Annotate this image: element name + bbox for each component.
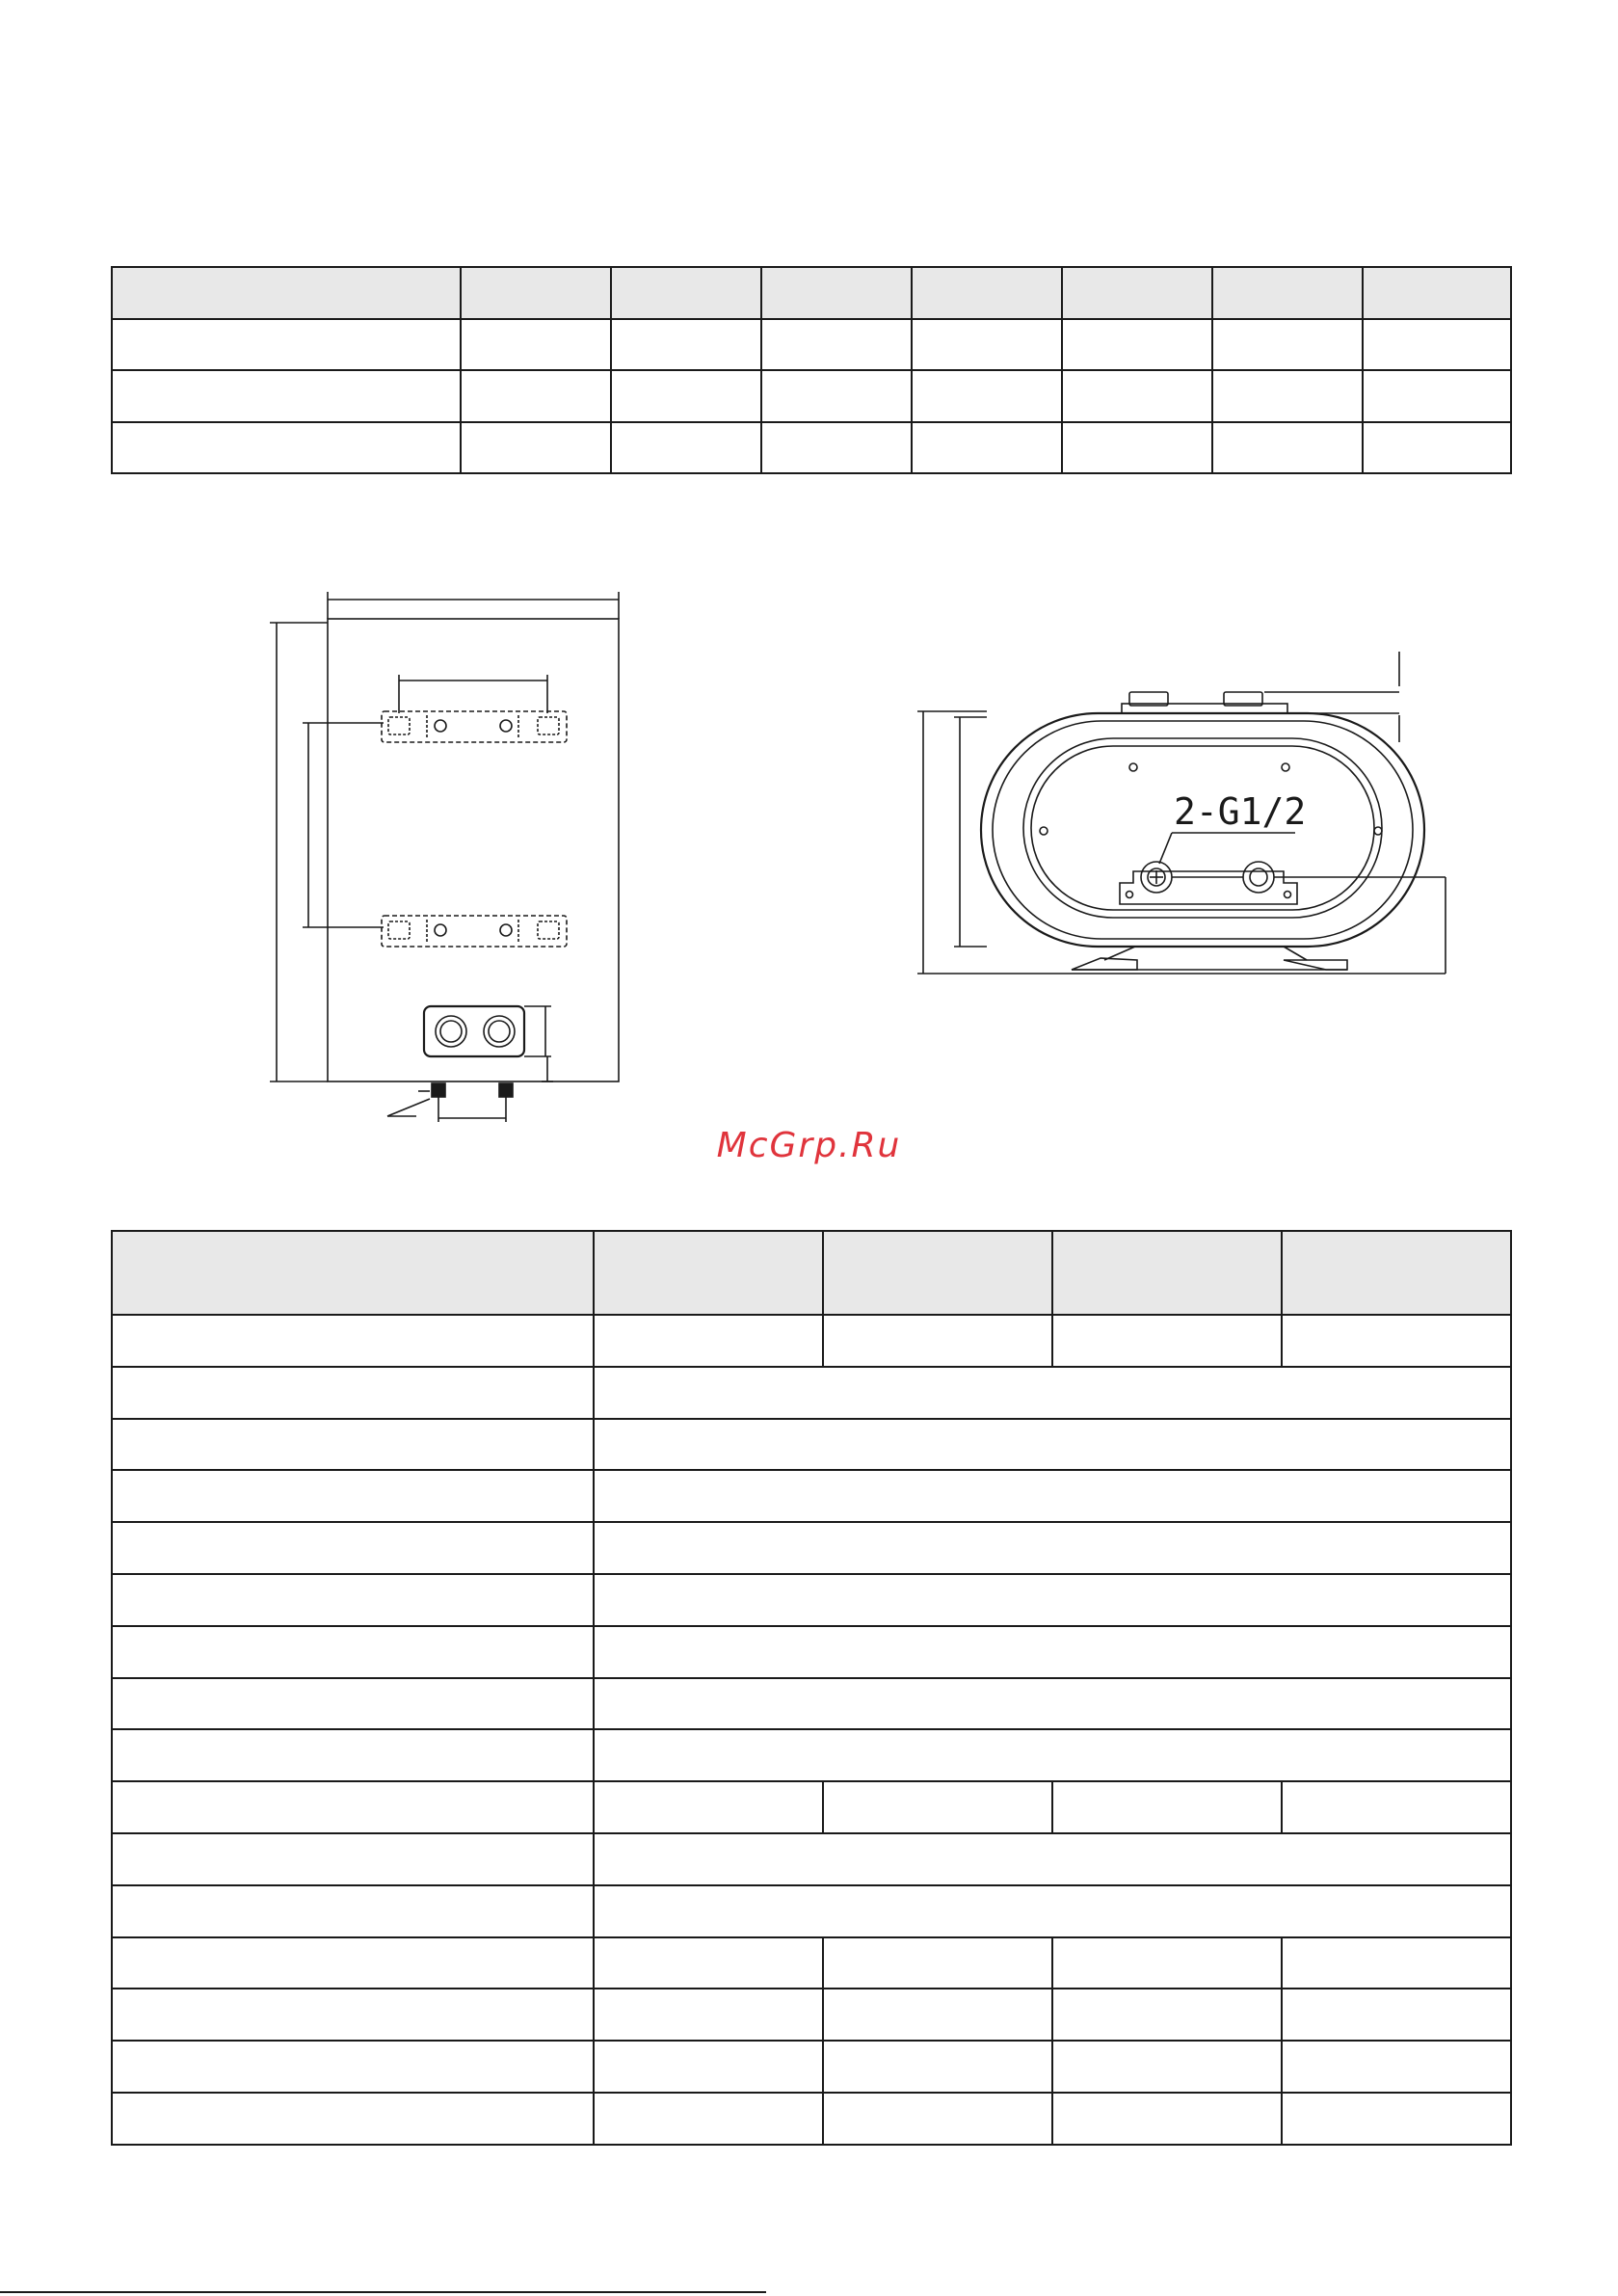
table-row bbox=[112, 1419, 1511, 1471]
table-row bbox=[112, 1781, 1511, 1833]
table-row bbox=[112, 1937, 1511, 1989]
table-row bbox=[112, 1833, 1511, 1885]
table-row bbox=[112, 1470, 1511, 1522]
dimensions-table bbox=[111, 266, 1512, 474]
table-row bbox=[112, 1678, 1511, 1730]
table-row bbox=[112, 422, 1511, 474]
front-view-drawing bbox=[270, 592, 619, 1122]
table-header-row bbox=[112, 267, 1511, 319]
table-row bbox=[112, 2093, 1511, 2145]
table-header-row bbox=[112, 1231, 1511, 1315]
table-row bbox=[112, 1522, 1511, 1574]
side-view-drawing bbox=[917, 652, 1446, 974]
table-row bbox=[112, 319, 1511, 371]
table-row bbox=[112, 1315, 1511, 1367]
specifications-table bbox=[111, 1230, 1512, 2146]
footer-rule bbox=[0, 2291, 766, 2293]
table-row bbox=[112, 1885, 1511, 1937]
table-row bbox=[112, 1367, 1511, 1419]
connection-thread-label: 2-G1/2 bbox=[1174, 790, 1307, 833]
technical-drawings bbox=[0, 0, 1618, 1137]
table-row bbox=[112, 1729, 1511, 1781]
table-row bbox=[112, 1626, 1511, 1678]
table-row bbox=[112, 1989, 1511, 2041]
watermark-text: McGrp.Ru bbox=[716, 1126, 902, 1165]
table-row bbox=[112, 370, 1511, 422]
table-row bbox=[112, 2041, 1511, 2093]
table-row bbox=[112, 1574, 1511, 1626]
